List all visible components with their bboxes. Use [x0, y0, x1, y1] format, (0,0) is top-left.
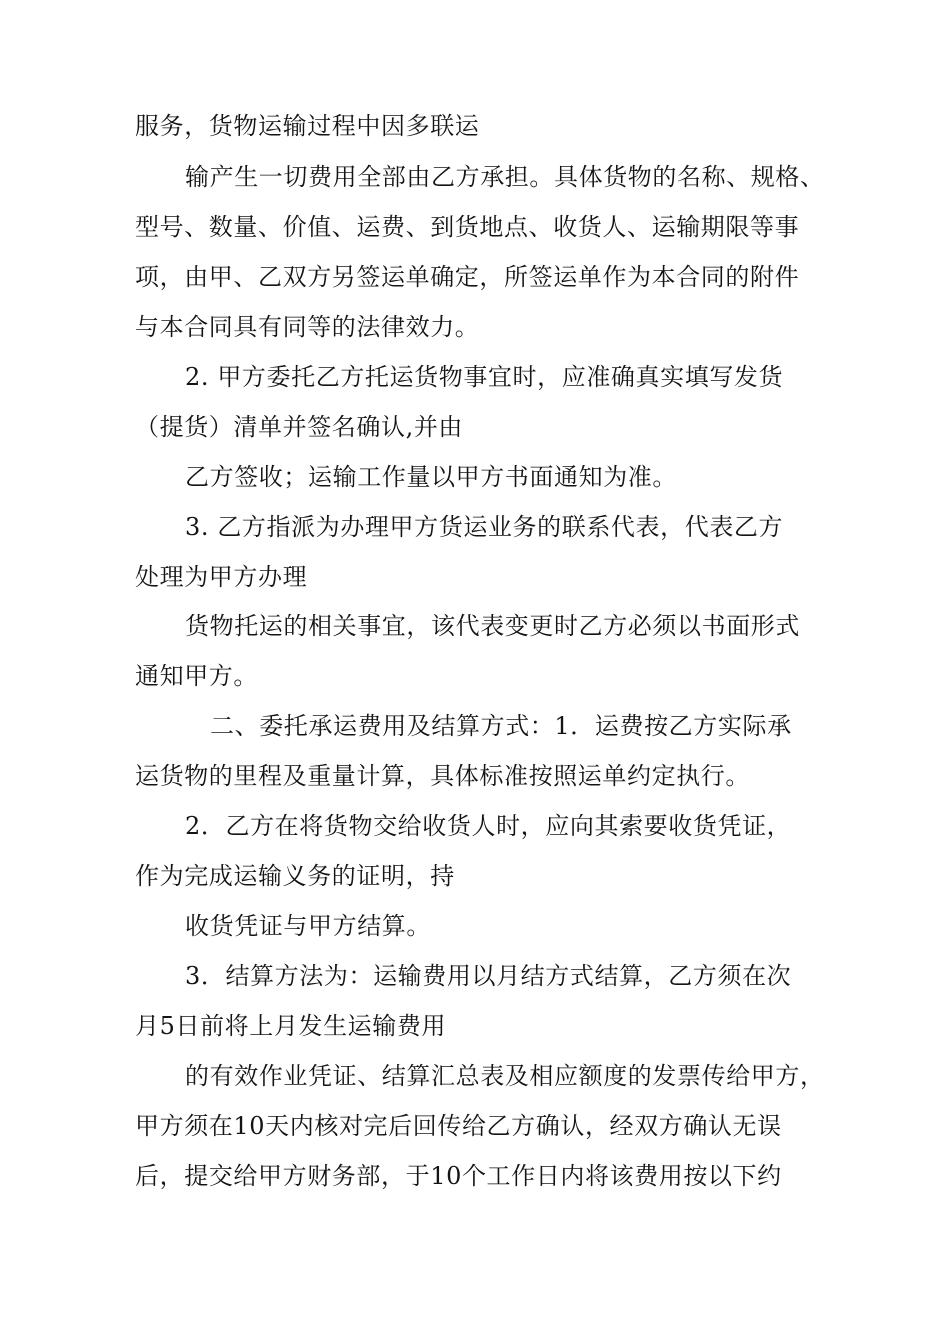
text-line: 3．结算方法为：运输费用以月结方式结算，乙方须在次 [185, 962, 792, 990]
text-line: 乙方签收；运输工作量以甲方书面通知为准。 [185, 463, 677, 491]
text-line: 3. 乙方指派为办理甲方货运业务的联系代表，代表乙方 [185, 513, 784, 541]
text-line: 处理为甲方办理 [135, 563, 308, 591]
text-line: （提货）清单并签名确认,并由 [135, 413, 464, 441]
text-line: 作为完成运输义务的证明，持 [135, 862, 455, 890]
text-line: 2．乙方在将货物交给收货人时，应向其索要收货凭证， [185, 812, 792, 840]
text-line: 型号、数量、价值、运费、到货地点、收货人、运输期限等事 [135, 213, 800, 241]
text-line: 的有效作业凭证、结算汇总表及相应额度的发票传给甲方， [185, 1062, 825, 1090]
text-line: 运货物的里程及重量计算，具体标准按照运单约定执行。 [135, 762, 750, 790]
text-line: 甲方须在10天内核对完后回传给乙方确认，经双方确认无误 [135, 1112, 782, 1140]
text-line: 二、委托承运费用及结算方式：1．运费按乙方实际承 [210, 712, 792, 740]
text-line: 后，提交给甲方财务部，于10个工作日内将该费用按以下约 [135, 1162, 782, 1190]
text-line: 月5日前将上月发生运输费用 [135, 1012, 447, 1040]
text-line: 项，由甲、乙双方另签运单确定，所签运单作为本合同的附件 [135, 263, 800, 291]
text-line: 与本合同具有同等的法律效力。 [135, 313, 480, 341]
text-line: 收货凭证与甲方结算。 [185, 912, 431, 940]
text-line: 通知甲方。 [135, 662, 258, 690]
text-line: 服务，货物运输过程中因多联运 [135, 112, 480, 140]
text-line: 输产生一切费用全部由乙方承担。具体货物的名称、规格、 [185, 163, 825, 191]
text-line: 2. 甲方委托乙方托运货物事宜时，应准确真实填写发货 [185, 363, 784, 391]
text-line: 货物托运的相关事宜，该代表变更时乙方必须以书面形式 [185, 612, 800, 640]
